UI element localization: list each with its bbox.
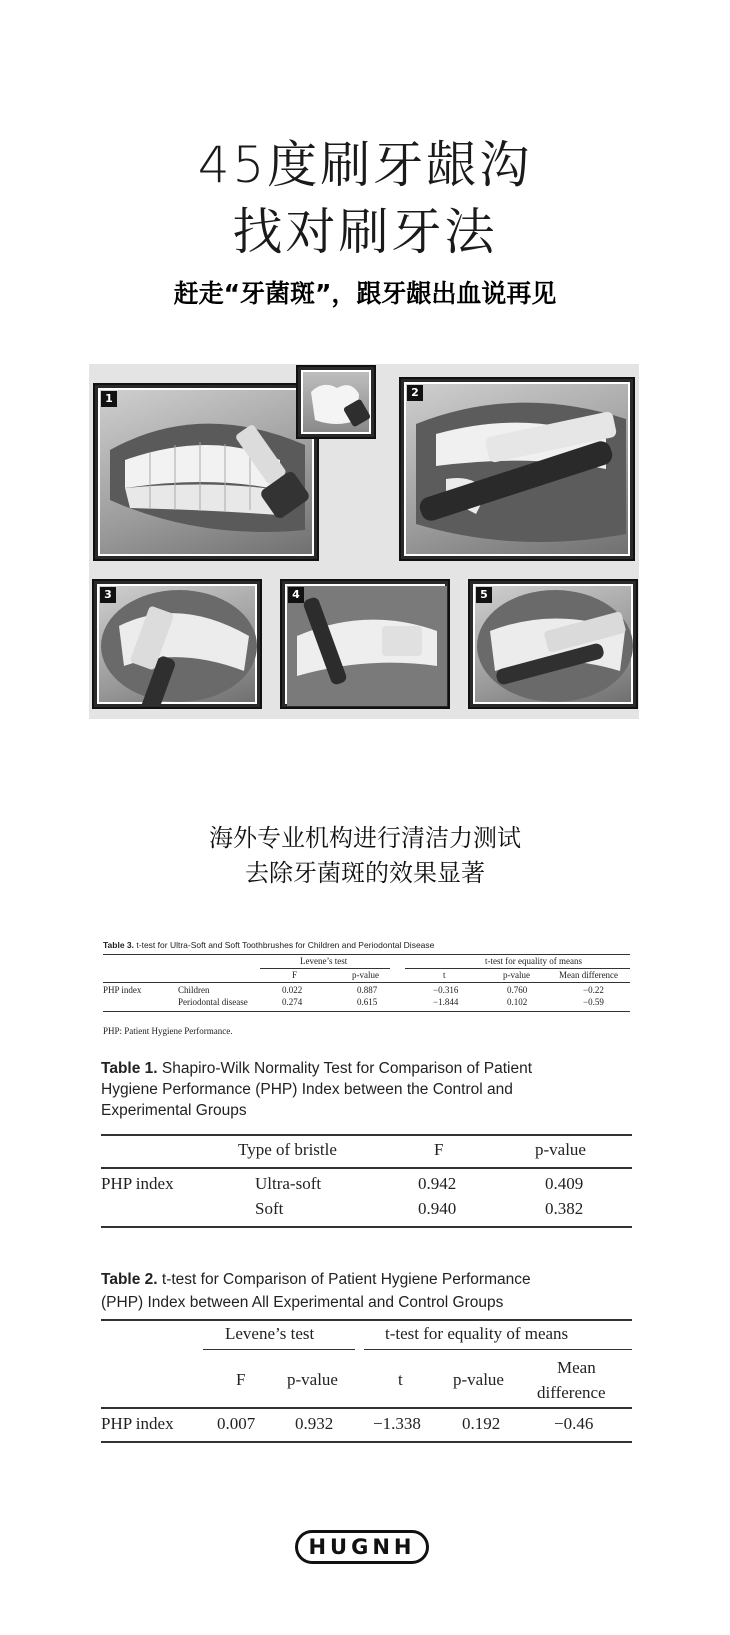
step-number: 4 [288,587,304,603]
step-1-panel [93,383,319,561]
step-1-drawing [100,390,316,558]
table-1-caption-prefix: Table 1. [101,1060,158,1077]
table-2-cell: 0.932 [295,1414,334,1433]
step-5-panel [468,579,638,709]
table-3-header-pvalue-2: p-value [503,970,530,980]
table-3-caption-text: t-test for Ultra-Soft and Soft Toothbrushes for Children and Periodontal Disease [136,940,435,950]
step-2-panel [399,377,635,561]
table-2-header-pvalue-2: p-value [453,1370,504,1389]
inset-tooth-drawing [303,372,373,436]
table-3-header-t: t [443,970,446,980]
title-line-2: 找对刷牙法 [232,203,498,261]
table-1-caption-line-3: Experimental Groups [101,1102,247,1119]
table-3-header-pvalue: p-value [352,970,379,980]
table-3-cell: −0.316 [433,985,459,995]
table-3-group-levene: Levene’s test [300,956,348,966]
table-3-cell: 0.615 [357,997,378,1007]
table-2-header-f: F [236,1370,246,1389]
table-2-group-rule [203,1349,355,1350]
table-3-header-f: F [292,970,298,980]
table-1-caption [101,1058,641,1121]
step-number: 2 [407,385,423,401]
table-1-header-rule [101,1167,632,1169]
table-1-caption-line-2: Hygiene Performance (PHP) Index between the Control and [101,1081,513,1098]
table-1-caption-line-1: Shapiro-Wilk Normality Test for Comparison of Patient [161,1060,533,1077]
table-3-row-label: PHP index [103,985,142,995]
table-3-cell: 0.102 [507,997,528,1007]
table-1-cell: Ultra-soft [255,1174,322,1193]
table-2-header-mean: Mean [557,1358,596,1377]
table-3-cell: −1.844 [433,997,459,1007]
table-1-cell: 0.409 [545,1174,584,1193]
table-1-header-type: Type of bristle [238,1140,337,1159]
table-1-cell: Soft [255,1199,284,1218]
subtitle: 赶走“牙菌斑”，跟牙龈出血说再见 [173,279,557,308]
table-2-caption-prefix: Table 2. [101,1271,158,1288]
table-3-row-group: Children [178,985,210,995]
table-1-cell: 0.940 [418,1199,457,1218]
table-3-cell: −0.22 [583,985,604,995]
table-3-cell: 0.760 [507,985,528,995]
table-2-cell: −0.46 [554,1414,594,1433]
table-2-header-t: t [398,1370,403,1389]
table-2-bottom-rule [101,1441,632,1443]
table-2-top-rule [101,1319,632,1321]
step-5-drawing [475,586,635,706]
table-1-top-rule [101,1134,632,1136]
table-1-cell: 0.382 [545,1199,584,1218]
table-2-caption-line-1: t-test for Comparison of Patient Hygiene Performance [161,1271,531,1288]
table-3-cell: 0.887 [357,985,378,995]
table-2-row-label: PHP index [101,1414,174,1433]
table-3-header-rule [103,982,630,983]
table-1-row-label: PHP index [101,1174,174,1193]
table-2-header-difference: difference [537,1383,606,1402]
table-1-header-pvalue: p-value [535,1140,586,1159]
table-2-caption [101,1268,641,1314]
section-heading-line-2: 去除牙菌斑的效果显著 [245,859,485,887]
table-3-cell: 0.022 [282,985,303,995]
table-3-group-rule [405,968,630,969]
table-1-header-f: F [434,1140,444,1159]
step-3-drawing [99,586,259,706]
table-2-cell: −1.338 [373,1414,421,1433]
step-4-panel [280,579,450,709]
table-3-cell: −0.59 [583,997,604,1007]
brand-logo: HUGNH [295,1530,429,1564]
step-number: 3 [100,587,116,603]
table-2-cell: 0.192 [462,1414,501,1433]
table-3-group-rule [260,968,390,969]
table-3-top-rule [103,954,630,955]
table-2-group-rule [364,1349,632,1350]
table-2-cell: 0.007 [217,1414,256,1433]
title-line-1: 45度刷牙龈沟 [197,136,533,194]
table-3-row-group: Periodontal disease [178,997,248,1007]
table-2-header-rule [101,1407,632,1409]
table-3-footnote: PHP: Patient Hygiene Performance. [103,1026,233,1036]
table-3-header-mean-diff: Mean difference [559,970,619,980]
step-1-inset [296,365,376,439]
table-3-group-ttest: t-test for equality of means [485,956,582,966]
table-2-header-pvalue: p-value [287,1370,338,1389]
table-1-bottom-rule [101,1226,632,1228]
table-2-group-ttest: t-test for equality of means [385,1324,569,1343]
table-3-caption [103,940,434,950]
table-2-group-levene: Levene’s test [225,1324,315,1343]
table-3-cell: 0.274 [282,997,303,1007]
section-heading-line-1: 海外专业机构进行清洁力测试 [209,824,521,852]
table-3-bottom-rule [103,1011,630,1012]
step-2-drawing [406,384,632,558]
table-2-caption-line-2: (PHP) Index between All Experimental and Control Groups [101,1294,504,1311]
step-3-panel [92,579,262,709]
step-4-drawing [287,586,447,706]
table-1-cell: 0.942 [418,1174,457,1193]
table-3-caption-prefix: Table 3. [103,940,135,950]
step-number: 5 [476,587,492,603]
step-number: 1 [101,391,117,407]
